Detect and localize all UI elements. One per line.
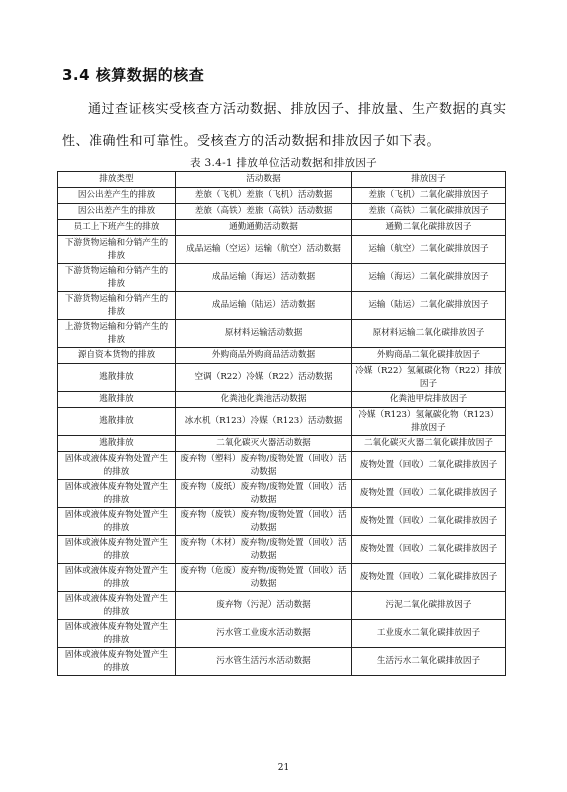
table-row	[58, 236, 506, 264]
cell-activity-data: 污水管生活污水活动数据	[176, 648, 352, 676]
cell-emission-type: 逃散排放	[58, 408, 176, 436]
table-row	[58, 508, 506, 536]
cell-emission-type: 固体或液体废弃物处置产生的排放	[58, 536, 176, 564]
cell-activity-data: 通勤通勤活动数据	[176, 220, 352, 236]
cell-emission-type: 下游货物运输和分销产生的排放	[58, 264, 176, 292]
table-body	[58, 188, 506, 676]
cell-activity-data: 成品运输（空运）运输（航空）活动数据	[176, 236, 352, 264]
cell-activity-data: 冰水机（R123）冷媒（R123）活动数据	[176, 408, 352, 436]
cell-activity-data: 废弃物（塑料）废弃物/废物处置（回收）活动数据	[176, 452, 352, 480]
page-number: 21	[277, 763, 290, 773]
cell-emission-factor: 废物处置（回收）二氧化碳排放因子	[352, 480, 506, 508]
cell-emission-type: 逃散排放	[58, 392, 176, 408]
header-activity-data: 活动数据	[176, 172, 352, 188]
cell-emission-type: 固体或液体废弃物处置产生的排放	[58, 452, 176, 480]
cell-emission-type: 因公出差产生的排放	[58, 188, 176, 204]
table-row	[58, 220, 506, 236]
cell-emission-factor: 废物处置（回收）二氧化碳排放因子	[352, 536, 506, 564]
cell-activity-data: 废弃物（污泥）活动数据	[176, 592, 352, 620]
cell-emission-factor: 冷媒（R123）氢氟碳化物（R123）排放因子	[352, 408, 506, 436]
cell-emission-factor: 生活污水二氧化碳排放因子	[352, 648, 506, 676]
cell-emission-factor: 运输（海运）二氧化碳排放因子	[352, 264, 506, 292]
cell-emission-type: 固体或液体废弃物处置产生的排放	[58, 480, 176, 508]
cell-activity-data: 废弃物（木材）废弃物/废物处置（回收）活动数据	[176, 536, 352, 564]
table-row	[58, 320, 506, 348]
table-row	[58, 648, 506, 676]
table-row	[58, 392, 506, 408]
cell-activity-data: 废弃物（废纸）废弃物/废物处置（回收）活动数据	[176, 480, 352, 508]
cell-activity-data: 成品运输（海运）活动数据	[176, 264, 352, 292]
table-caption: 表 3.4-1 排放单位活动数据和排放因子	[190, 157, 377, 169]
cell-emission-type: 源自资本货物的排放	[58, 348, 176, 364]
table-row	[58, 292, 506, 320]
cell-emission-factor: 运输（航空）二氧化碳排放因子	[352, 236, 506, 264]
section-heading: 3.4 核算数据的核查	[62, 66, 205, 84]
cell-emission-factor: 工业废水二氧化碳排放因子	[352, 620, 506, 648]
header-emission-factor: 排放因子	[352, 172, 506, 188]
cell-activity-data: 废弃物（废铁）废弃物/废物处置（回收）活动数据	[176, 508, 352, 536]
cell-emission-type: 固体或液体废弃物处置产生的排放	[58, 620, 176, 648]
cell-emission-factor: 通勤二氧化碳排放因子	[352, 220, 506, 236]
table-row	[58, 452, 506, 480]
table-row	[58, 480, 506, 508]
emission-table	[57, 171, 506, 676]
cell-emission-factor: 原材料运输二氧化碳排放因子	[352, 320, 506, 348]
table-row	[58, 536, 506, 564]
cell-emission-factor: 冷媒（R22）氢氟碳化物（R22）排放因子	[352, 364, 506, 392]
table-row	[58, 364, 506, 392]
cell-emission-type: 固体或液体废弃物处置产生的排放	[58, 592, 176, 620]
cell-activity-data: 原材料运输活动数据	[176, 320, 352, 348]
cell-emission-type: 固体或液体废弃物处置产生的排放	[58, 564, 176, 592]
table-row	[58, 204, 506, 220]
table-row	[58, 408, 506, 436]
cell-emission-factor: 废物处置（回收）二氧化碳排放因子	[352, 508, 506, 536]
cell-activity-data: 空调（R22）冷媒（R22）活动数据	[176, 364, 352, 392]
cell-emission-type: 固体或液体废弃物处置产生的排放	[58, 508, 176, 536]
table-row	[58, 592, 506, 620]
cell-emission-factor: 外购商品二氧化碳排放因子	[352, 348, 506, 364]
header-emission-type: 排放类型	[58, 172, 176, 188]
cell-emission-type: 因公出差产生的排放	[58, 204, 176, 220]
cell-emission-factor: 运输（陆运）二氧化碳排放因子	[352, 292, 506, 320]
cell-emission-factor: 废物处置（回收）二氧化碳排放因子	[352, 452, 506, 480]
cell-emission-type: 固体或液体废弃物处置产生的排放	[58, 648, 176, 676]
cell-emission-type: 下游货物运输和分销产生的排放	[58, 236, 176, 264]
section-paragraph: 通过查证核实受核查方活动数据、排放因子、排放量、生产数据的真实性、准确性和可靠性。受核查方的活动数据和排放因子如下表。	[62, 102, 507, 149]
cell-emission-factor: 二氧化碳灭火器二氧化碳排放因子	[352, 436, 506, 452]
cell-emission-factor: 污泥二氧化碳排放因子	[352, 592, 506, 620]
cell-activity-data: 差旅（飞机）差旅（飞机）活动数据	[176, 188, 352, 204]
cell-emission-type: 员工上下班产生的排放	[58, 220, 176, 236]
cell-emission-factor: 废物处置（回收）二氧化碳排放因子	[352, 564, 506, 592]
cell-emission-type: 逃散排放	[58, 364, 176, 392]
table-header-row	[58, 172, 506, 188]
table-row	[58, 564, 506, 592]
cell-emission-factor: 差旅（高铁）二氧化碳排放因子	[352, 204, 506, 220]
cell-activity-data: 成品运输（陆运）活动数据	[176, 292, 352, 320]
table-row	[58, 264, 506, 292]
cell-emission-type: 下游货物运输和分销产生的排放	[58, 292, 176, 320]
cell-emission-type: 上游货物运输和分销产生的排放	[58, 320, 176, 348]
table-row	[58, 436, 506, 452]
cell-emission-factor: 化粪池甲烷排放因子	[352, 392, 506, 408]
cell-activity-data: 差旅（高铁）差旅（高铁）活动数据	[176, 204, 352, 220]
cell-emission-factor: 差旅（飞机）二氧化碳排放因子	[352, 188, 506, 204]
table-row	[58, 348, 506, 364]
table-row	[58, 188, 506, 204]
cell-activity-data: 污水管工业废水活动数据	[176, 620, 352, 648]
cell-activity-data: 二氧化碳灭火器活动数据	[176, 436, 352, 452]
cell-activity-data: 废弃物（危废）废弃物/废物处置（回收）活动数据	[176, 564, 352, 592]
table-row	[58, 620, 506, 648]
cell-activity-data: 化粪池化粪池活动数据	[176, 392, 352, 408]
cell-emission-type: 逃散排放	[58, 436, 176, 452]
cell-activity-data: 外购商品外购商品活动数据	[176, 348, 352, 364]
